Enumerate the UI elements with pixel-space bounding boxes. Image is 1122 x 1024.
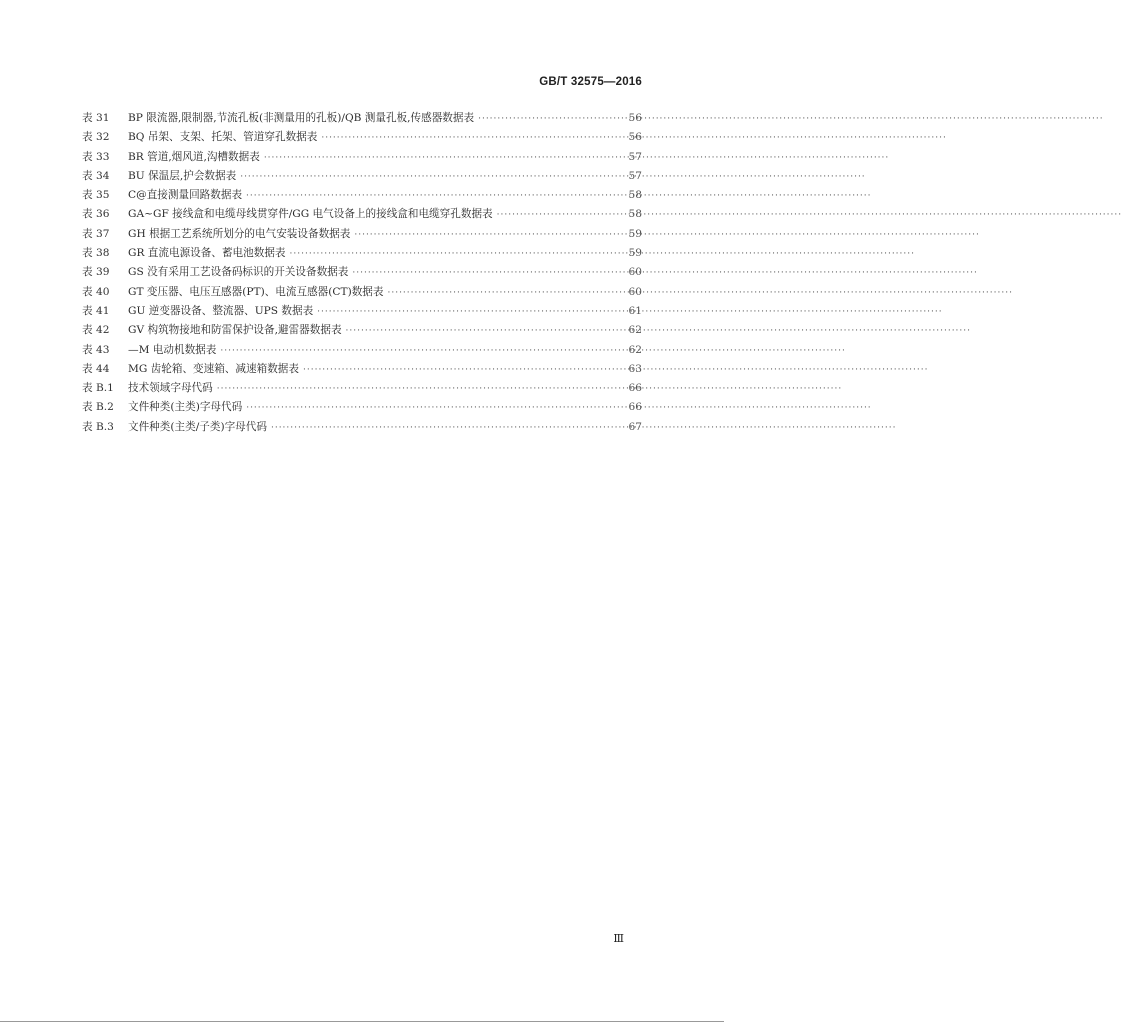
toc-entry-title: GT 变压器、电压互感器(PT)、电流互感器(CT)数据表 <box>128 285 384 298</box>
toc-entry-page: 58 <box>628 208 642 221</box>
toc-entry-page: 66 <box>628 382 642 395</box>
toc-entry-page: 63 <box>628 362 642 375</box>
toc-entry-page: 62 <box>628 343 642 356</box>
toc-entry-title: GA~GF 接线盒和电缆母线贯穿件/GG 电气设备上的接线盒和电缆穿孔数据表 <box>128 208 493 221</box>
toc-entry[interactable] <box>82 168 642 187</box>
toc-dot-leader <box>387 288 620 298</box>
toc-dot-leader <box>271 423 620 433</box>
page-number: Ⅲ <box>613 932 624 945</box>
toc-entry-page: 60 <box>628 285 642 298</box>
toc-dot-leader <box>246 403 620 413</box>
toc-entry[interactable] <box>82 399 642 418</box>
toc-entry-title: GS 没有采用工艺设备码标识的开关设备数据表 <box>128 266 349 279</box>
toc-entry[interactable] <box>82 129 642 148</box>
toc-entry[interactable] <box>82 187 642 206</box>
toc-entry-label: 表 35 <box>82 189 110 202</box>
toc-entry-label: 表 43 <box>82 343 110 356</box>
toc-entry-label: 表 39 <box>82 266 110 279</box>
toc-entry[interactable] <box>82 149 642 168</box>
toc-entry-label: 表 31 <box>82 112 110 124</box>
toc-entry-title: C@直接测量回路数据表 <box>128 189 243 202</box>
toc-entry[interactable] <box>82 380 642 399</box>
toc-entry-title: GV 构筑物接地和防雷保护设备,避雷器数据表 <box>128 324 342 337</box>
toc-entry[interactable] <box>82 264 642 283</box>
toc-entry-page: 58 <box>628 189 642 202</box>
toc-entry[interactable] <box>82 419 642 438</box>
toc-entry-label: 表 40 <box>82 285 110 298</box>
toc-entry-title: GU 逆变器设备、整流器、UPS 数据表 <box>128 304 314 317</box>
toc-entry-label: 表 42 <box>82 324 110 337</box>
toc-dot-leader <box>246 191 620 201</box>
toc-entry-page: 61 <box>628 304 642 317</box>
toc-entry-label: 表 B.1 <box>82 382 114 395</box>
toc-entry-page: 59 <box>628 247 642 260</box>
toc-entry-page: 62 <box>628 324 642 337</box>
toc-entry-page: 67 <box>628 420 642 433</box>
toc-entry[interactable] <box>82 245 642 264</box>
toc-entry-title: BU 保温层,护会数据表 <box>128 169 237 182</box>
toc-entry-page: 60 <box>628 266 642 279</box>
toc-entry-title: 文件种类(主类)字母代码 <box>128 401 243 414</box>
toc-entry[interactable] <box>82 284 642 303</box>
toc-dot-leader <box>346 326 620 336</box>
toc-entry[interactable] <box>82 226 642 245</box>
toc-dot-leader <box>217 384 620 394</box>
toc-entry[interactable] <box>82 206 642 225</box>
toc-entry-label: 表 32 <box>82 131 110 144</box>
toc-entry-label: 表 B.3 <box>82 420 114 433</box>
toc-dot-leader <box>303 365 620 375</box>
toc-entry-title: 文件种类(主类/子类)字母代码 <box>128 420 267 433</box>
toc-entry-title: BQ 吊架、支架、托架、管道穿孔数据表 <box>128 131 318 144</box>
toc-entry-page: 57 <box>628 150 642 163</box>
toc-entry[interactable] <box>82 303 642 322</box>
toc-entry[interactable] <box>82 361 642 380</box>
toc-dot-leader <box>354 230 620 240</box>
toc-entry-label: 表 36 <box>82 208 110 221</box>
toc-entry[interactable] <box>82 322 642 341</box>
bottom-divider <box>0 1021 724 1022</box>
toc-entry-page: 66 <box>628 401 642 414</box>
toc-entry-title: GH 根据工艺系统所划分的电气安装设备数据表 <box>128 227 351 240</box>
toc-dot-leader <box>321 133 620 143</box>
toc-entry-title: 技术领域字母代码 <box>128 382 213 395</box>
toc-entry-title: —M 电动机数据表 <box>128 343 217 356</box>
toc-dot-leader <box>317 307 620 317</box>
toc-entry-label: 表 37 <box>82 227 110 240</box>
toc-entry-label: 表 B.2 <box>82 401 114 414</box>
toc-entry-title: MG 齿轮箱、变速箱、减速箱数据表 <box>128 362 299 375</box>
toc-dot-leader <box>352 268 620 278</box>
standard-number-header: GB/T 32575—2016 <box>539 76 642 88</box>
toc-dot-leader <box>240 172 620 182</box>
toc-entry[interactable] <box>82 110 642 129</box>
toc-entry-page: 56 <box>628 131 642 144</box>
toc-entry-page: 56 <box>628 112 642 124</box>
toc-dot-leader <box>264 153 620 163</box>
toc-entry-label: 表 44 <box>82 362 110 375</box>
toc-entry-title: GR 直流电源设备、蓄电池数据表 <box>128 247 286 260</box>
toc-entry-label: 表 41 <box>82 304 110 317</box>
toc-entry-label: 表 33 <box>82 150 110 163</box>
toc-entry-title: BR 管道,烟风道,沟槽数据表 <box>128 150 260 163</box>
toc-entry-page: 57 <box>628 169 642 182</box>
toc-dot-leader <box>220 346 620 356</box>
toc-entry-label: 表 38 <box>82 247 110 260</box>
toc-dot-leader <box>290 249 620 259</box>
toc-entry-title: BP 限流器,限制器,节流孔板(非测量用的孔板)/QB 测量孔板,传感器数据表 <box>128 112 475 124</box>
toc-dot-leader <box>497 210 620 220</box>
table-of-contents <box>82 110 642 438</box>
toc-entry-label: 表 34 <box>82 169 110 182</box>
toc-dot-leader <box>478 114 620 124</box>
toc-entry-page: 59 <box>628 227 642 240</box>
toc-entry[interactable] <box>82 342 642 361</box>
